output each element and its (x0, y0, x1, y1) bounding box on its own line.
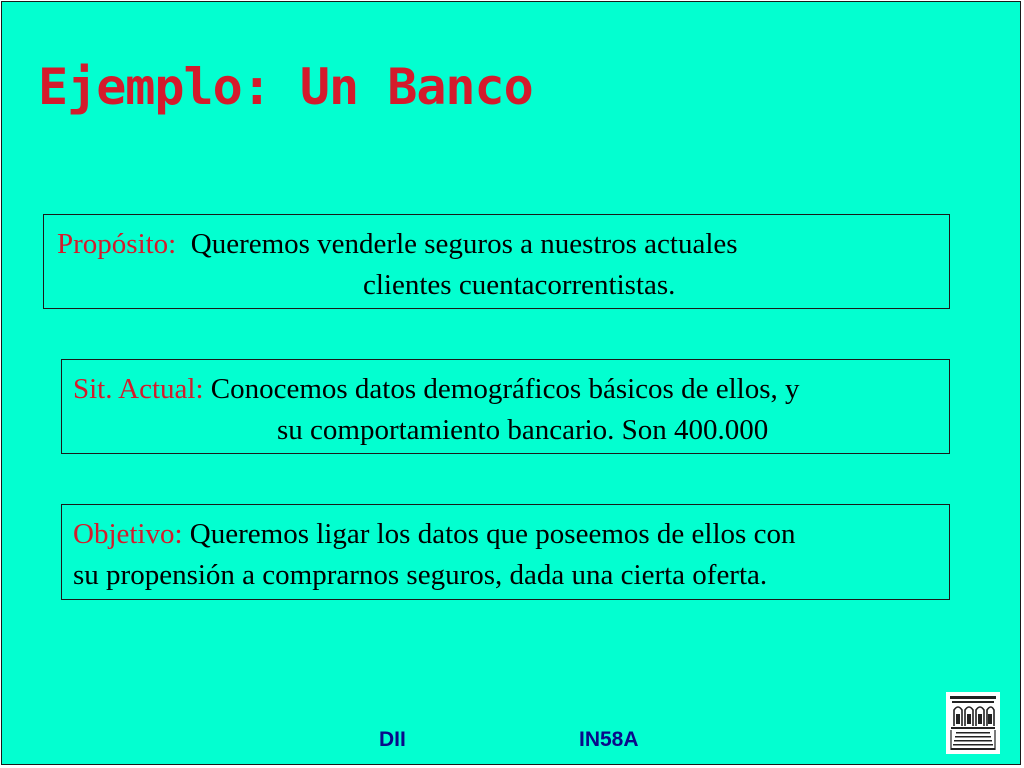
situation-line-1 (73, 369, 800, 410)
situation-text-1: Conocemos datos demográficos básicos de ellos, y (210, 373, 800, 405)
footer-course-code: IN58A (579, 728, 639, 751)
purpose-text-1: Queremos venderle seguros a nuestros actuales (190, 228, 738, 260)
footer-department: DII (379, 728, 406, 751)
slide (1, 1, 1021, 765)
purpose-line-1 (57, 224, 738, 265)
situation-text-2: su comportamiento bancario. Son 400.000 (277, 414, 769, 446)
slide-title: Ejemplo: Un Banco (38, 58, 533, 116)
objective-line-1 (73, 514, 795, 555)
purpose-text-2: clientes cuentacorrentistas. (363, 269, 676, 301)
purpose-label: Propósito: (57, 228, 177, 260)
purpose-box (43, 214, 950, 309)
objective-label: Objetivo: (73, 518, 183, 550)
objective-text-1: Queremos ligar los datos que poseemos de ellos con (189, 518, 796, 550)
objective-box (61, 504, 950, 600)
objective-text-2: su propensión a comprarnos seguros, dada una cierta oferta. (73, 559, 768, 591)
situation-label: Sit. Actual: (73, 373, 204, 405)
university-building-icon (946, 692, 1000, 754)
current-situation-box (61, 359, 950, 454)
